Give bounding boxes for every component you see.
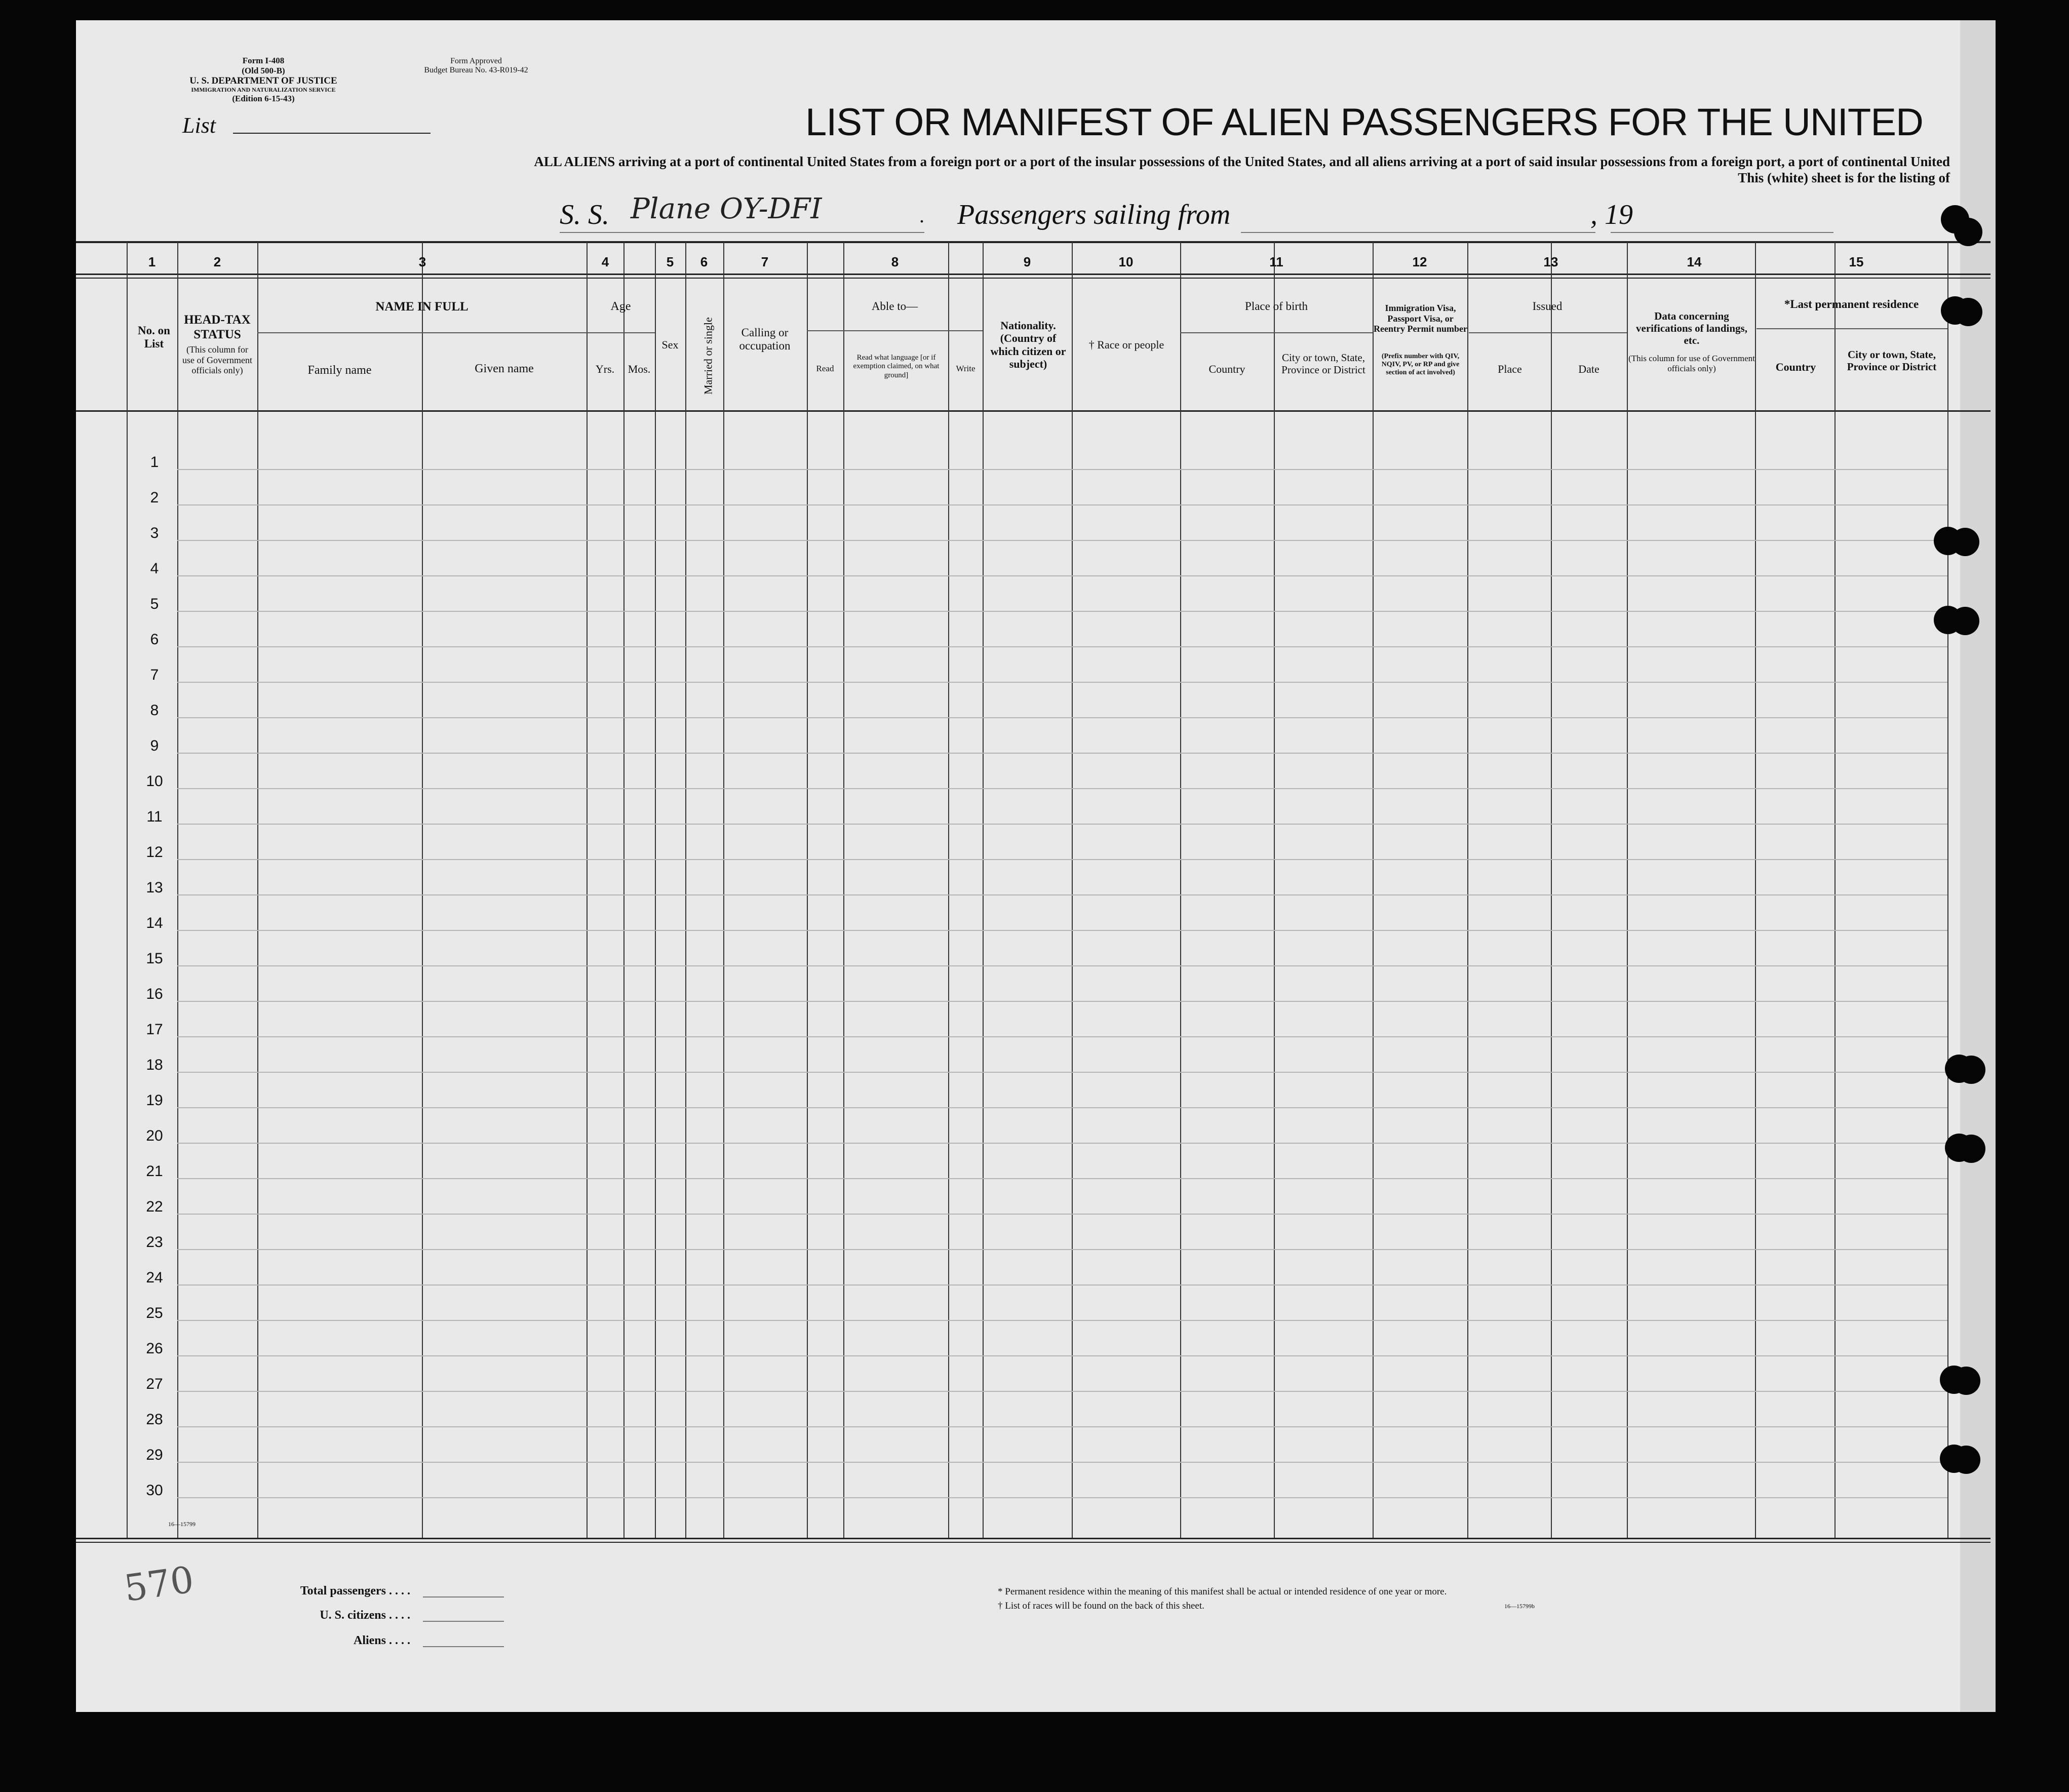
header-head-tax-status: HEAD-TAX STATUS	[184, 313, 251, 341]
footnote-permanent-residence: * Permanent residence within the meaning of this manifest shall be actual or intended residence of one year or more.	[998, 1586, 1447, 1597]
table-row-line	[177, 1214, 1947, 1215]
header-visa-number: Immigration Visa, Passport Visa, or Reentry Permit number	[1374, 303, 1467, 334]
table-row-line	[177, 1355, 1947, 1356]
table-row-line	[177, 469, 1947, 470]
row-number: 20	[146, 1127, 163, 1144]
table-top-rule	[76, 241, 1990, 243]
column-divider	[587, 242, 588, 1538]
column-number: 6	[700, 254, 708, 269]
header-married-or-single: Married or single	[701, 317, 715, 395]
table-row-line	[177, 1107, 1947, 1108]
table-bottom-rule	[76, 1538, 1990, 1539]
header-sex: Sex	[661, 338, 679, 351]
total-passengers-label: Total passengers . . . .	[300, 1584, 410, 1598]
column-divider	[257, 242, 258, 1538]
form-info-block	[152, 56, 375, 103]
subheader-divider	[587, 332, 655, 333]
service-name: IMMIGRATION AND NATURALIZATION SERVICE	[191, 86, 336, 93]
column-divider	[1373, 242, 1374, 1538]
us-citizens-line	[423, 1621, 504, 1622]
total-passengers-line	[423, 1596, 504, 1598]
header-issued: Issued	[1532, 300, 1563, 313]
vessel-name-handwritten: Plane OY-DFI	[631, 192, 822, 225]
column-number: 1	[148, 254, 156, 269]
page-title: LIST OR MANIFEST OF ALIEN PASSENGERS FOR THE UNITED	[805, 101, 1923, 144]
column-divider	[1834, 242, 1836, 1538]
list-label: List	[182, 113, 216, 138]
table-row-line	[177, 540, 1947, 541]
column-divider	[685, 242, 686, 1538]
column-divider	[127, 242, 128, 1538]
row-number: 25	[146, 1305, 163, 1321]
row-number: 12	[146, 844, 163, 861]
header-residence-city: City or town, State, Province or District	[1847, 348, 1937, 373]
header-data-note: (This column for use of Government officials only)	[1628, 354, 1755, 373]
row-number: 6	[150, 631, 159, 648]
row-number: 22	[146, 1198, 163, 1215]
passengers-sailing-from: Passengers sailing from	[957, 199, 1231, 230]
subtitle-line-2: This (white) sheet is for the listing of	[1738, 170, 1950, 185]
punch-hole	[1957, 1056, 1985, 1084]
vessel-line	[560, 232, 924, 233]
row-number: 18	[146, 1057, 163, 1073]
row-number: 28	[146, 1411, 163, 1428]
column-number: 9	[1023, 254, 1031, 269]
punch-hole	[1954, 218, 1982, 246]
subheader-divider	[257, 332, 587, 333]
column-divider	[983, 242, 984, 1538]
header-race-or-people: † Race or people	[1088, 338, 1164, 351]
us-citizens-label: U. S. citizens . . . .	[320, 1609, 410, 1622]
table-row-line	[177, 504, 1947, 505]
table-row-line	[177, 1249, 1947, 1250]
row-number: 4	[150, 560, 159, 577]
table-row-line	[177, 717, 1947, 718]
subheader-divider	[1180, 332, 1373, 333]
column-number: 11	[1269, 254, 1283, 269]
table-row-line	[177, 1462, 1947, 1463]
column-divider	[177, 242, 178, 1538]
budget-bureau-number: Budget Bureau No. 43-R019-42	[424, 66, 528, 75]
column-number-rule	[76, 274, 1990, 275]
column-number: 3	[418, 254, 426, 269]
header-age: Age	[610, 300, 631, 313]
table-row-line	[177, 965, 1947, 966]
header-data-concerning: Data concerning verifications of landings, etc.	[1636, 310, 1747, 347]
form-number: Form I-408	[242, 56, 285, 65]
column-divider	[1274, 242, 1275, 1538]
print-code-right: 16—15799b	[1504, 1603, 1535, 1610]
row-number: 15	[146, 950, 163, 967]
column-number: 4	[601, 254, 609, 269]
table-row-line	[177, 1143, 1947, 1144]
table-bottom-rule-2	[76, 1542, 1990, 1543]
approval-block	[395, 57, 557, 75]
row-number: 1	[150, 454, 159, 471]
punch-hole	[1952, 1367, 1980, 1395]
table-row-line	[177, 1426, 1947, 1427]
footnote-races: † List of races will be found on the back of this sheet.	[998, 1601, 1204, 1611]
punch-hole	[1951, 607, 1979, 635]
row-number: 16	[146, 986, 163, 1002]
header-able-to: Able to—	[871, 300, 918, 313]
table-row-line	[177, 859, 1947, 860]
table-row-line	[177, 646, 1947, 647]
column-divider	[1947, 242, 1948, 1538]
column-divider	[1627, 242, 1628, 1538]
row-number: 24	[146, 1269, 163, 1286]
row-number: 19	[146, 1092, 163, 1109]
header-given-name: Given name	[475, 362, 534, 375]
department-name: U. S. DEPARTMENT OF JUSTICE	[189, 75, 337, 87]
column-number: 2	[213, 254, 221, 269]
header-read-language: Read what language [or if exemption claimed, on what ground]	[853, 354, 940, 379]
print-code-left: 16—15799	[168, 1521, 196, 1528]
header-residence-country: Country	[1775, 361, 1816, 373]
ss-label: S. S.	[560, 199, 609, 230]
row-number: 26	[146, 1340, 163, 1357]
table-row-line	[177, 1320, 1947, 1321]
header-family-name: Family name	[307, 364, 372, 377]
column-divider	[948, 242, 949, 1538]
header-head-tax-note: (This column for use of Government officials only)	[182, 344, 252, 376]
table-row-line	[177, 1497, 1947, 1498]
header-top-rule	[76, 278, 1990, 279]
header-read: Read	[816, 364, 834, 373]
subtitle-line-1: ALL ALIENS arriving at a port of continental United States from a foreign port or a port of the insular possessions of the United States, and all aliens arriving at a port of said insular possessions from a foreign port, a port of continental United	[534, 154, 1950, 169]
header-name-in-full: NAME IN FULL	[375, 300, 469, 314]
dot: .	[919, 204, 924, 227]
row-number: 11	[146, 808, 163, 825]
edition-date: (Edition 6-15-43)	[232, 93, 295, 103]
column-number: 15	[1849, 254, 1864, 269]
column-divider	[623, 242, 624, 1538]
column-number: 8	[891, 254, 899, 269]
header-birth-city: City or town, State, Province or District	[1281, 352, 1365, 376]
header-birth-country: Country	[1208, 363, 1245, 375]
header-write: Write	[956, 364, 975, 373]
column-divider	[655, 242, 656, 1538]
table-row-line	[177, 1391, 1947, 1392]
header-nationality: Nationality. (Country of which citizen or subject)	[990, 319, 1066, 370]
subheader-divider	[1469, 332, 1627, 333]
header-place-of-birth: Place of birth	[1245, 300, 1308, 313]
table-row-line	[177, 1036, 1947, 1037]
row-number: 3	[150, 525, 159, 541]
aliens-label: Aliens . . . .	[353, 1634, 410, 1647]
row-number: 5	[150, 596, 159, 612]
subheader-divider	[1756, 328, 1947, 329]
aliens-line	[423, 1646, 504, 1647]
subheader-divider	[807, 330, 983, 331]
row-number: 14	[146, 915, 163, 931]
sailing-port-line	[1241, 232, 1595, 233]
list-number-line	[233, 133, 431, 134]
column-divider	[807, 242, 808, 1538]
header-last-permanent-residence: *Last permanent residence	[1784, 298, 1919, 310]
column-divider	[843, 242, 844, 1538]
row-number: 21	[146, 1163, 163, 1180]
column-divider	[1755, 242, 1756, 1538]
column-divider	[1467, 242, 1468, 1538]
column-divider	[1180, 242, 1181, 1538]
handwritten-margin-number: 570	[121, 1557, 197, 1610]
column-number: 12	[1412, 254, 1427, 269]
column-number: 13	[1543, 254, 1558, 269]
header-issued-place: Place	[1498, 363, 1522, 375]
row-number: 8	[150, 702, 159, 719]
table-row-line	[177, 1178, 1947, 1179]
column-divider	[422, 242, 423, 1538]
row-number: 2	[150, 489, 159, 506]
header-years: Yrs.	[595, 363, 615, 375]
header-visa-note: (Prefix number with QIV, NQIV, PV, or RP and give section of act involved)	[1381, 353, 1460, 377]
row-number: 23	[146, 1234, 163, 1251]
row-number: 7	[150, 667, 159, 683]
punch-hole	[1951, 528, 1979, 556]
column-divider	[1551, 242, 1552, 1538]
table-row-line	[177, 788, 1947, 789]
table-row-line	[177, 1001, 1947, 1002]
table-row-line	[177, 894, 1947, 895]
column-divider	[1072, 242, 1073, 1538]
row-number: 9	[150, 737, 159, 754]
table-row-line	[177, 930, 1947, 931]
header-bottom-rule	[76, 410, 1990, 412]
table-row-line	[177, 611, 1947, 612]
table-row-line	[177, 575, 1947, 576]
header-no-on-list: No. on List	[138, 324, 170, 350]
table-row-line	[177, 1284, 1947, 1285]
row-number: 27	[146, 1376, 163, 1392]
year-label: , 19	[1590, 199, 1633, 230]
punch-hole	[1952, 1446, 1980, 1474]
column-number: 5	[666, 254, 674, 269]
header-months: Mos.	[628, 363, 651, 375]
header-issued-date: Date	[1578, 363, 1599, 375]
row-number: 13	[146, 879, 163, 896]
row-number: 17	[146, 1021, 163, 1038]
column-number: 14	[1687, 254, 1702, 269]
punch-hole	[1954, 298, 1982, 326]
table-row-line	[177, 682, 1947, 683]
row-number: 30	[146, 1482, 163, 1499]
table-row-line	[177, 824, 1947, 825]
sailing-date-line	[1611, 232, 1833, 233]
form-approved: Form Approved	[450, 57, 502, 65]
punch-hole	[1957, 1135, 1985, 1163]
table-row-line	[177, 1072, 1947, 1073]
header-calling-or-occupation: Calling or occupation	[739, 326, 791, 353]
row-number: 29	[146, 1447, 163, 1463]
row-number: 10	[146, 773, 163, 790]
table-row-line	[177, 753, 1947, 754]
column-number: 7	[761, 254, 769, 269]
column-divider	[723, 242, 724, 1538]
column-number: 10	[1118, 254, 1134, 269]
old-form-number: (Old 500-B)	[242, 65, 285, 75]
